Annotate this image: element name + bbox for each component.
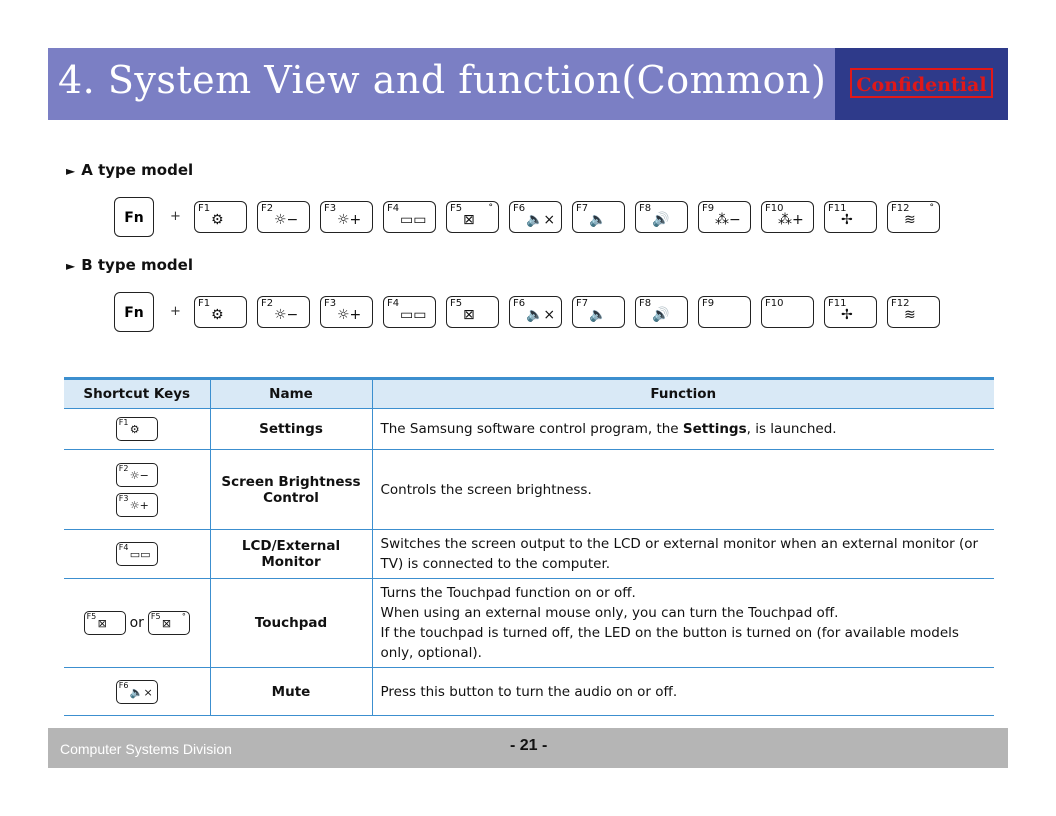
f12-key: F12 ≋ xyxy=(887,296,940,328)
triangle-bullet-icon: ► xyxy=(66,259,76,273)
f5-glyph-icon: ⊠ xyxy=(463,212,475,228)
row-name: LCD/External Monitor xyxy=(210,530,372,579)
shortcut-cell xyxy=(64,409,210,450)
f6-glyph-icon: 🔈× xyxy=(526,307,556,323)
table-header-row xyxy=(64,379,994,409)
a-type-heading: ► A type model xyxy=(66,161,194,179)
f5-key: F5 ⊠ ° xyxy=(446,201,499,233)
settings-icon: ⚙ xyxy=(129,423,140,436)
touchpad-icon: ⊠ xyxy=(97,617,107,630)
f2-glyph-icon: ☼− xyxy=(274,212,299,228)
f4-key: F4 ▭▭ xyxy=(383,201,436,233)
row-name: Touchpad xyxy=(210,579,372,668)
plus-sign: + xyxy=(170,304,181,319)
row-function: The Samsung software control program, the Settings, is launched. xyxy=(372,409,994,450)
f6-glyph-icon: 🔈× xyxy=(526,212,556,228)
f2-key: F2 ☼− xyxy=(116,463,158,487)
f5-glyph-icon: ⊠ xyxy=(463,307,475,323)
confidential-box xyxy=(835,48,1008,120)
fn-key: Fn xyxy=(114,197,154,237)
f3-key: F3 ☼+ xyxy=(320,296,373,328)
shortcut-table xyxy=(64,377,994,716)
row-name: Mute xyxy=(210,668,372,716)
f11-key: F11 ✢ xyxy=(824,201,877,233)
f4-glyph-icon: ▭▭ xyxy=(400,307,427,323)
f7-glyph-icon: 🔈 xyxy=(589,212,607,228)
table-row xyxy=(64,530,994,579)
f6-key: F6 🔈× xyxy=(116,680,158,704)
f12-key: F12 ≋ ° xyxy=(887,201,940,233)
row-function: Press this button to turn the audio on or off. xyxy=(372,668,994,716)
f4-key: F4 ▭▭ xyxy=(383,296,436,328)
f1-key: F1 ⚙ xyxy=(194,201,247,233)
f5-key: F5 ⊠ xyxy=(84,611,126,635)
f10-glyph-icon: ⁂+ xyxy=(778,212,804,228)
row-name: Settings xyxy=(210,409,372,450)
f3-glyph-icon: ☼+ xyxy=(337,307,362,323)
mute-icon: 🔈× xyxy=(129,685,153,699)
led-dot-icon: ° xyxy=(929,203,934,213)
f1-key: F1 ⚙ xyxy=(194,296,247,328)
f6-key: F6 🔈× xyxy=(509,201,562,233)
f8-glyph-icon: 🔊 xyxy=(652,212,670,228)
f11-key: F11 ✢ xyxy=(824,296,877,328)
row-function: Controls the screen brightness. xyxy=(372,450,994,530)
table-row xyxy=(64,579,994,668)
f9-glyph-icon: ⁂− xyxy=(715,212,741,228)
page-title: 4. System View and function(Common) xyxy=(58,58,827,102)
f2-key: F2 ☼− xyxy=(257,201,310,233)
table-row xyxy=(64,409,994,450)
f6-key: F6 🔈× xyxy=(509,296,562,328)
f1-glyph-icon: ⚙ xyxy=(211,307,224,323)
f7-key: F7 🔈 xyxy=(572,296,625,328)
shortcut-cell xyxy=(64,668,210,716)
col-header-function: Function xyxy=(372,379,994,409)
f4-key: F4 ▭▭ xyxy=(116,542,158,566)
fn-key: Fn xyxy=(114,292,154,332)
monitor-switch-icon: ▭▭ xyxy=(129,548,151,561)
f4-glyph-icon: ▭▭ xyxy=(400,212,427,228)
f3-glyph-icon: ☼+ xyxy=(337,212,362,228)
division-label: Computer Systems Division xyxy=(60,741,232,757)
f10-key: F10 ⁂+ xyxy=(761,201,814,233)
table-row xyxy=(64,668,994,716)
f8-key: F8 🔊 xyxy=(635,201,688,233)
confidential-stamp: Confidential xyxy=(850,68,993,98)
b-type-heading: ► B type model xyxy=(66,256,193,274)
f3-key: F3 ☼+ xyxy=(116,493,158,517)
shortcut-cell xyxy=(64,450,210,530)
shortcut-cell xyxy=(64,530,210,579)
plus-sign: + xyxy=(170,209,181,224)
f10-key: F10 xyxy=(761,296,814,328)
row-function: Turns the Touchpad function on or off. When using an external mouse only, you can turn the Touchpad off. If the touchpad is turned off, the LED on the button is turned on (for available models only, optional). xyxy=(372,579,994,668)
brightness-down-icon: ☼− xyxy=(129,468,149,482)
touchpad-icon: ⊠ xyxy=(161,617,172,630)
brightness-up-icon: ☼+ xyxy=(129,498,149,512)
table-row xyxy=(64,450,994,530)
f8-key: F8 🔊 xyxy=(635,296,688,328)
f1-glyph-icon: ⚙ xyxy=(211,212,224,228)
f2-key: F2 ☼− xyxy=(257,296,310,328)
footer-bar xyxy=(48,728,1008,768)
f11-glyph-icon: ✢ xyxy=(841,212,853,228)
f1-key: F1 ⚙ xyxy=(116,417,158,441)
f11-glyph-icon: ✢ xyxy=(841,307,853,323)
f2-glyph-icon: ☼− xyxy=(274,307,299,323)
f8-glyph-icon: 🔊 xyxy=(652,307,670,323)
triangle-bullet-icon: ► xyxy=(66,164,76,178)
f12-glyph-icon: ≋ xyxy=(904,212,916,228)
f7-glyph-icon: 🔈 xyxy=(589,307,607,323)
shortcut-cell: F5 ⊠ or F5 ⊠ ° xyxy=(64,579,210,668)
led-dot-icon: ° xyxy=(488,203,493,213)
row-name: Screen Brightness Control xyxy=(210,450,372,530)
f9-key: F9 ⁂− xyxy=(698,201,751,233)
f7-key: F7 🔈 xyxy=(572,201,625,233)
header-bar xyxy=(48,48,1008,120)
f12-glyph-icon: ≋ xyxy=(904,307,916,323)
f5-key-led: F5 ⊠ ° xyxy=(148,611,190,635)
f9-key: F9 xyxy=(698,296,751,328)
led-dot-icon: ° xyxy=(181,612,186,621)
row-function: Switches the screen output to the LCD or external monitor when an external monitor (or TV) is connected to the computer. xyxy=(372,530,994,579)
page-number: - 21 - xyxy=(510,737,548,754)
f3-key: F3 ☼+ xyxy=(320,201,373,233)
col-header-shortcut: Shortcut Keys xyxy=(64,379,210,409)
col-header-name: Name xyxy=(210,379,372,409)
f5-key: F5 ⊠ xyxy=(446,296,499,328)
